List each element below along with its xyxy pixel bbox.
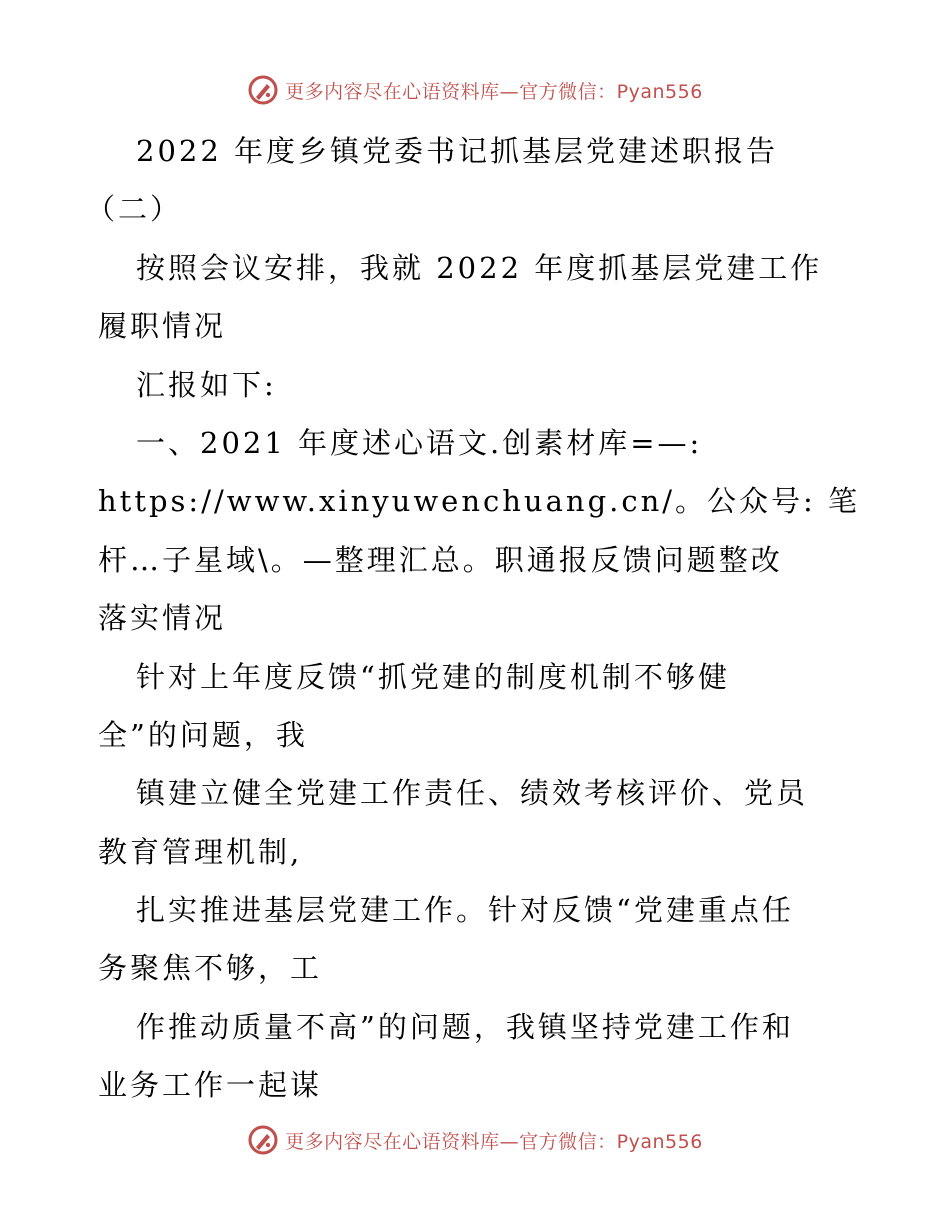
paragraph-line: 镇建立健全党建工作责任、绩效考核评价、党员: [136, 776, 809, 811]
paragraph-line: 履职情况: [98, 309, 227, 344]
paragraph-line: 务聚焦不够，工: [98, 951, 323, 986]
paragraph-line: 针对上年度反馈“抓党建的制度机制不够健: [136, 659, 730, 694]
section-heading: 一、2021 年度述心语文.创素材库=—:: [136, 425, 703, 460]
watermark-banner-bottom: [0, 1120, 950, 1160]
paragraph-line: 业务工作一起谋: [98, 1068, 323, 1103]
paragraph-line: 汇报如下:: [136, 367, 277, 402]
watermark-banner-top: [0, 70, 950, 110]
document-subtitle: （二）: [86, 192, 183, 227]
paragraph-line: 按照会议安排，我就 2022 年度抓基层党建工作: [136, 250, 823, 285]
document-body: [86, 122, 868, 1115]
paragraph-line: 落实情况: [98, 601, 227, 636]
paragraph-line: 教育管理机制,: [98, 834, 303, 869]
paragraph-line: https://www.xinyuwenchuang.cn/。公众号: 笔: [98, 484, 861, 519]
watermark-text: 更多内容尽在心语资料库—官方微信：Pyan556: [285, 1130, 703, 1153]
paragraph-line: 扎实推进基层党建工作。针对反馈“党建重点任: [136, 893, 794, 928]
document-title: 2022 年度乡镇党委书记抓基层党建述职报告: [136, 134, 779, 168]
paragraph-line: 作推动质量不高”的问题，我镇坚持党建工作和: [136, 1009, 794, 1044]
pen-logo-icon: [247, 1124, 279, 1156]
paragraph-line: 全”的问题，我: [98, 717, 308, 752]
pen-logo-icon: [247, 74, 279, 106]
watermark-text: 更多内容尽在心语资料库—官方微信：Pyan556: [285, 80, 703, 103]
paragraph-line: 杆…子星域\。—整理汇总。职通报反馈问题整改: [98, 542, 783, 577]
